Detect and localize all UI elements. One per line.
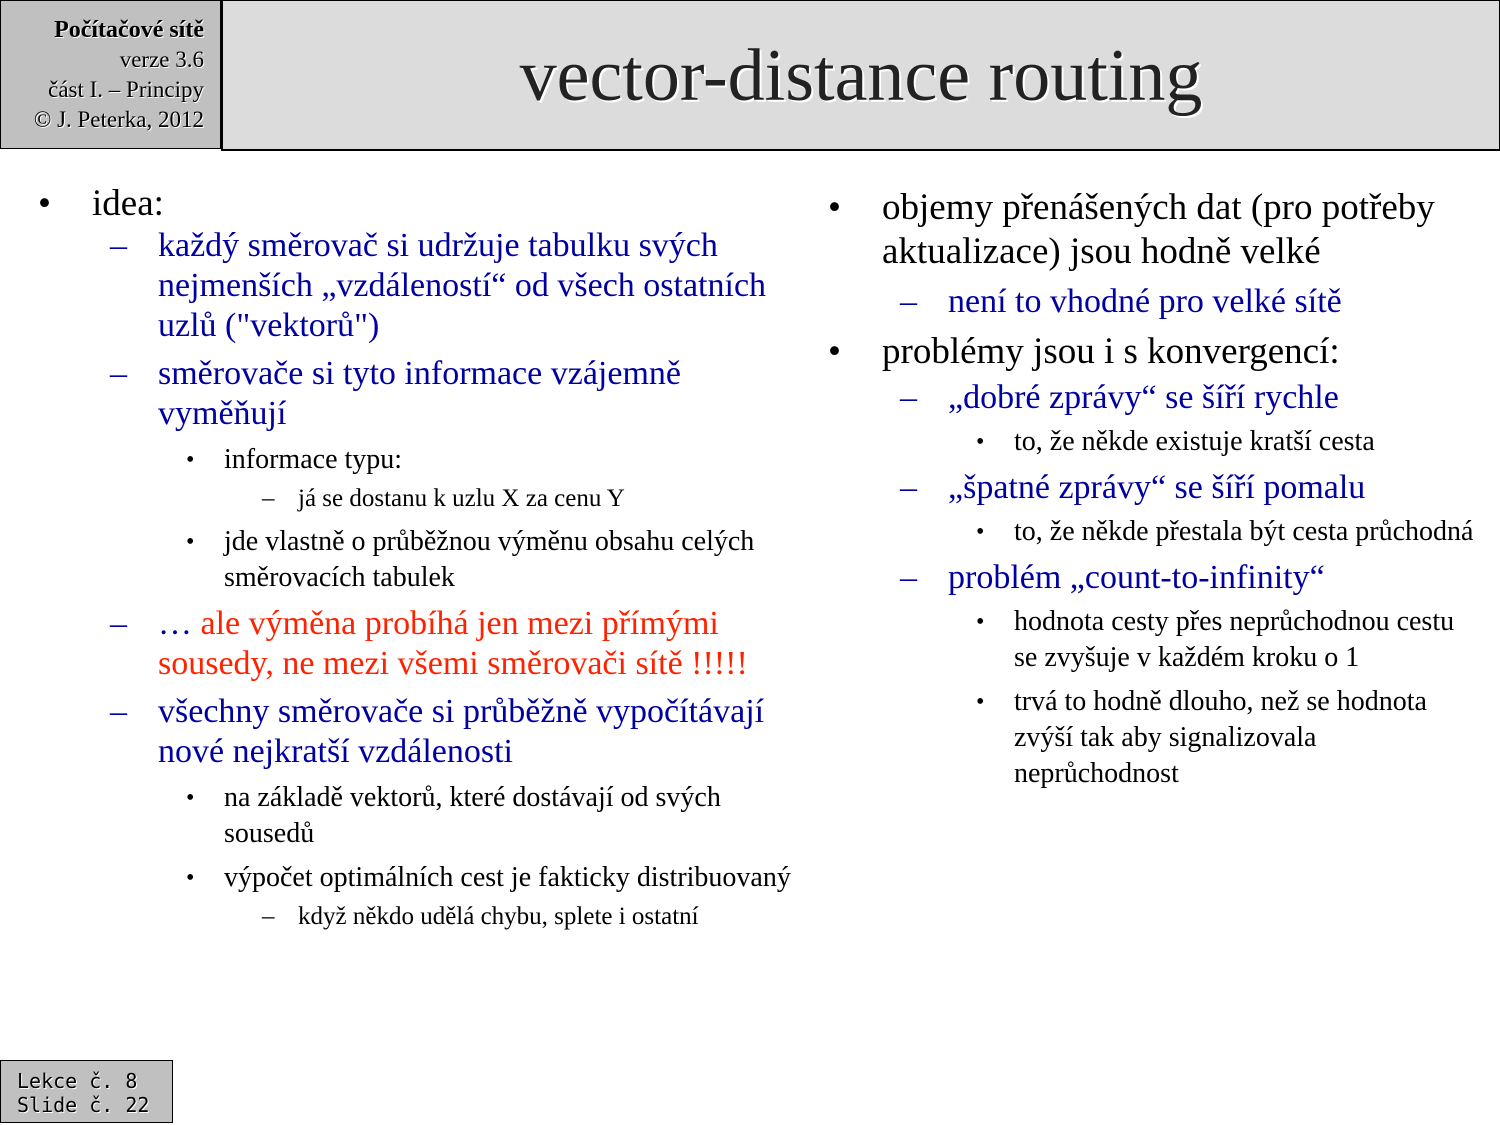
bullet-marker: • — [38, 183, 51, 224]
sub-item-neighbors-highlight: ale výměna probíhá jen mezi přímými sousedy, ne mezi všemi směrovači sítě !!!!! — [158, 605, 748, 682]
detail-info-type — [38, 442, 798, 516]
detail-shorter-path-text: to, že někde existuje kratší cesta — [1014, 426, 1375, 457]
sub-item-tables — [38, 226, 798, 346]
bullet-marker: • — [828, 187, 841, 228]
sub-item-not-suitable — [828, 282, 1478, 322]
bullet-convergence — [828, 330, 1478, 792]
detail-table-exchange-text: jde vlastně o průběžnou výměnu obsahu celých směrovacích tabulek — [224, 526, 755, 593]
detail-takes-long — [828, 684, 1478, 792]
dash-marker: – — [110, 355, 127, 392]
detail-example — [38, 482, 798, 516]
bullet-marker: • — [186, 865, 195, 891]
sub-item-tables-text: každý směrovač si udržuje tabulku svých nejmenších „vzdáleností“ od všech ostatních uzlů ("vektorů") — [158, 227, 767, 344]
bullet-marker: • — [976, 609, 985, 635]
sub-item-bad-news-text: „špatné zprávy“ se šíří pomalu — [948, 469, 1366, 506]
dash-marker: – — [110, 605, 127, 642]
detail-vectors — [38, 780, 798, 852]
bullet-convergence-text: problémy jsou i s konvergencí: — [882, 331, 1340, 372]
bullet-marker: • — [186, 785, 195, 811]
detail-shorter-path — [828, 424, 1478, 460]
bullet-marker: • — [186, 447, 195, 473]
sub-item-exchange — [38, 354, 798, 596]
detail-error-text: když někdo udělá chybu, splete i ostatní — [298, 903, 699, 930]
detail-path-down-text: to, že někde přestala být cesta průchodná — [1014, 516, 1474, 547]
detail-distributed-text: výpočet optimálních cest je fakticky distribuovaný — [224, 862, 791, 893]
bullet-marker: • — [976, 689, 985, 715]
sub-item-exchange-text: směrovače si tyto informace vzájemně vyměňují — [158, 355, 681, 432]
sub-item-not-suitable-text: není to vhodné pro velké sítě — [948, 283, 1342, 320]
bullet-idea-text: idea: — [92, 183, 164, 224]
detail-error — [38, 900, 798, 934]
bullet-marker: • — [186, 529, 195, 555]
sub-item-compute-text: všechny směrovače si průběžně vypočítávají nové nejkratší vzdálenosti — [158, 693, 765, 770]
course-info-box — [0, 0, 221, 149]
dash-marker: – — [110, 693, 127, 730]
detail-vectors-text: na základě vektorů, které dostávají od svých sousedů — [224, 782, 721, 849]
dash-marker: – — [900, 469, 917, 506]
bullet-data-volume-text: objemy přenášených dat (pro potřeby aktualizace) jsou hodně velké — [882, 187, 1435, 272]
dash-marker: – — [110, 227, 127, 264]
sub-item-count-to-infinity-text: problém „count-to-infinity“ — [948, 559, 1325, 596]
bullet-marker: • — [976, 519, 985, 545]
sub-item-bad-news — [828, 468, 1478, 550]
lecture-number: Lekce č. 8 — [17, 1069, 138, 1093]
detail-info-type-text: informace typu: — [224, 444, 403, 475]
sub-item-neighbors-prefix: … — [158, 605, 201, 642]
bullet-marker: • — [976, 429, 985, 455]
sub-item-good-news-text: „dobré zprávy“ se šíří rychle — [948, 379, 1339, 416]
bullet-idea — [38, 182, 798, 934]
course-version: verze 3.6 — [119, 47, 204, 72]
dash-marker: – — [262, 903, 275, 930]
dash-marker: – — [900, 283, 917, 320]
sub-item-compute — [38, 692, 798, 934]
slide-title: vector-distance routing — [519, 35, 1203, 117]
sub-item-neighbors — [38, 604, 798, 684]
right-column — [828, 186, 1478, 800]
title-box — [221, 0, 1500, 151]
slide-footer — [0, 1060, 173, 1123]
course-part: část I. – Principy — [48, 77, 204, 102]
bullet-data-volume — [828, 186, 1478, 322]
dash-marker: – — [900, 379, 917, 416]
slide-header — [0, 0, 1500, 151]
detail-example-text: já se dostanu k uzlu X za cenu Y — [298, 485, 625, 512]
detail-cost-increase-text: hodnota cesty přes neprůchodnou cestu se zvyšuje v každém kroku o 1 — [1014, 606, 1455, 673]
left-column — [38, 182, 798, 942]
dash-marker: – — [900, 559, 917, 596]
course-name: Počítačové sítě — [54, 17, 204, 43]
detail-path-down — [828, 514, 1478, 550]
detail-distributed — [38, 860, 798, 934]
slide-number: Slide č. 22 — [17, 1093, 150, 1117]
sub-item-good-news — [828, 378, 1478, 460]
sub-item-count-to-infinity — [828, 558, 1478, 792]
copyright: © J. Peterka, 2012 — [33, 107, 204, 132]
detail-takes-long-text: trvá to hodně dlouho, než se hodnota zvýší tak aby signalizovala neprůchodnost — [1014, 686, 1427, 789]
detail-table-exchange — [38, 524, 798, 596]
dash-marker: – — [262, 485, 275, 512]
detail-cost-increase — [828, 604, 1478, 676]
bullet-marker: • — [828, 331, 841, 372]
